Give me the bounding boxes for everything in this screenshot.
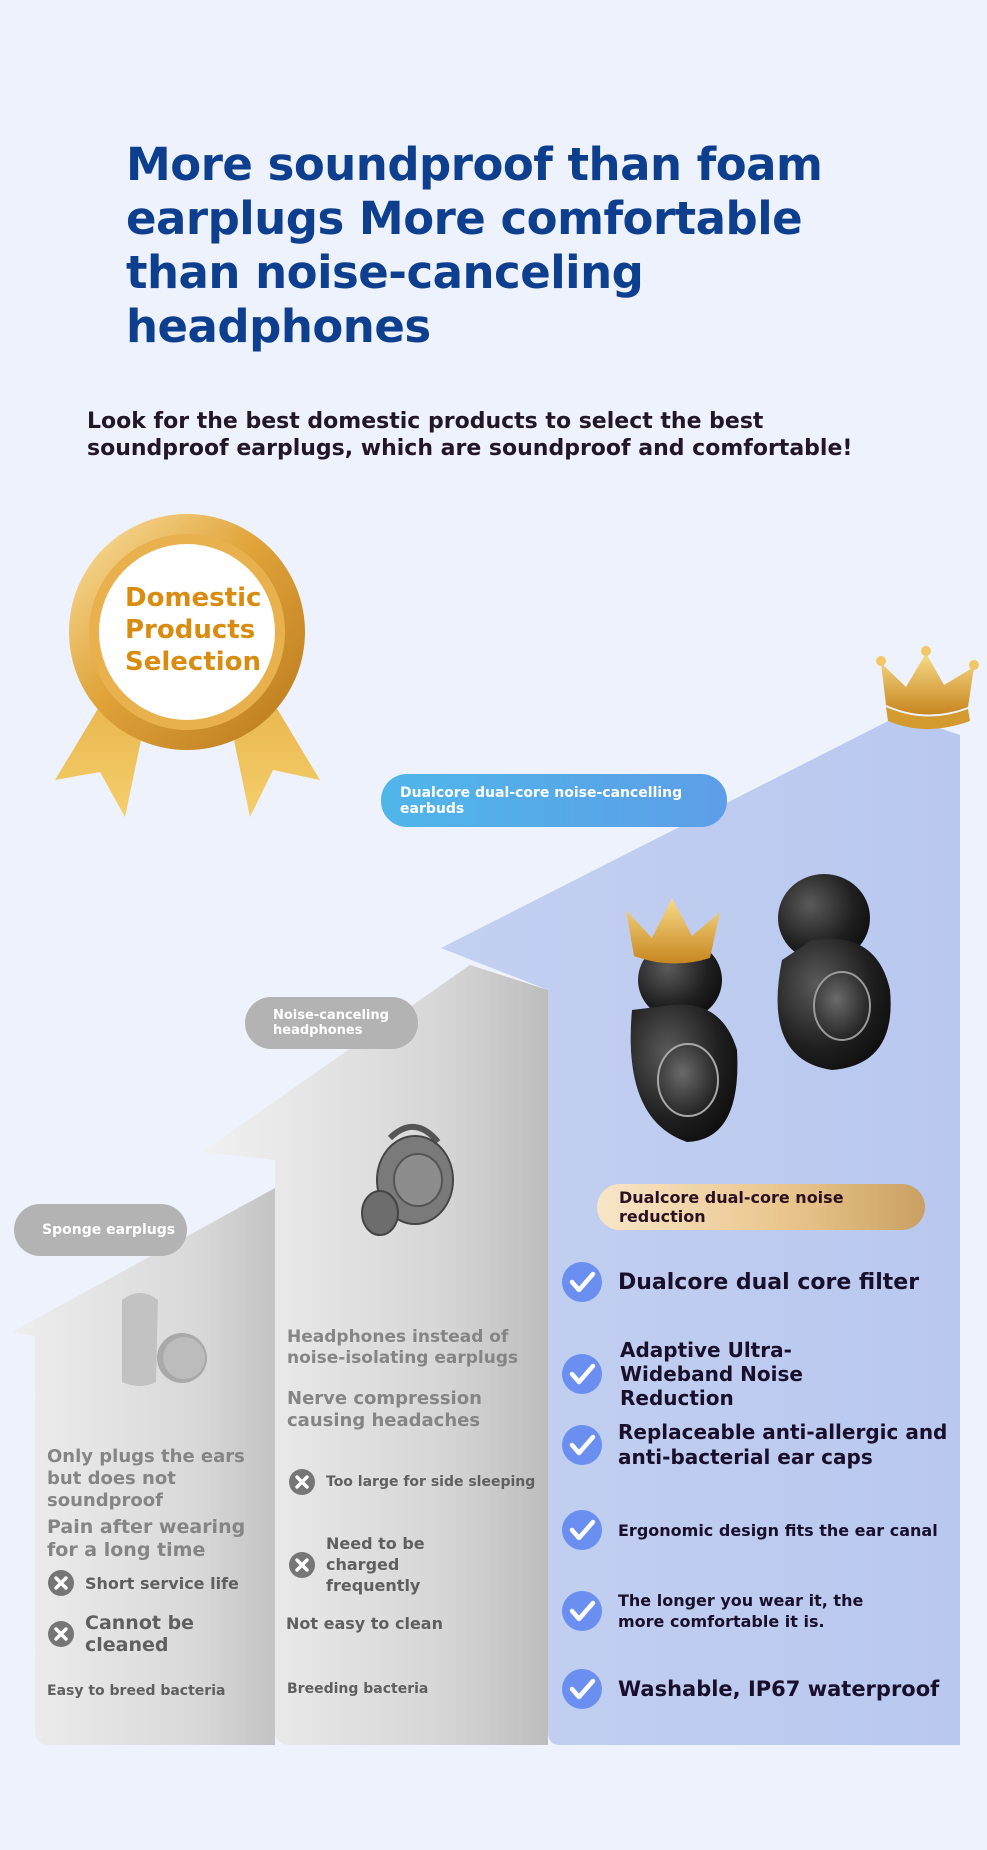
feature-row xyxy=(562,1669,939,1709)
crown-icon xyxy=(876,645,987,737)
feature-row xyxy=(562,1590,888,1632)
sponge-footer: Easy to breed bacteria xyxy=(47,1683,226,1699)
badge-line-3: Selection xyxy=(125,647,262,677)
noise-canceling-column xyxy=(287,1327,527,1432)
label-dualcore-earbuds: Dualcore dual-core noise-cancelling earbuds xyxy=(381,774,727,827)
feature-5: The longer you wear it, the more comfortable it is. xyxy=(618,1591,864,1631)
nc-con-2-text: Need to be charged frequently xyxy=(326,1534,425,1595)
check-icon xyxy=(562,1354,602,1394)
check-icon xyxy=(562,1262,602,1302)
noise-canceling-earbud-image xyxy=(360,1118,460,1240)
feature-row xyxy=(562,1420,948,1470)
sponge-drawback-2: Pain after wearing for a long time xyxy=(47,1516,246,1561)
nc-drawback-1: Headphones instead of noise-isolating earplugs xyxy=(287,1327,519,1368)
label-sponge-earplugs: Sponge earplugs xyxy=(14,1204,187,1256)
subheadline: Look for the best domestic products to select the best soundproof earplugs, which are soundproof and comfortable! xyxy=(87,409,853,461)
feature-3: Replaceable anti-allergic and anti-bacterial ear caps xyxy=(618,1420,948,1469)
badge-line-2: Products xyxy=(125,615,256,645)
label-nc-line-2: headphones xyxy=(273,1023,363,1038)
feature-row xyxy=(562,1510,938,1550)
dualcore-earbuds-image xyxy=(612,870,902,1150)
feature-2: Adaptive Ultra-Wideband Noise Reduction xyxy=(620,1338,803,1410)
cross-icon xyxy=(289,1552,315,1578)
feature-6: Washable, IP67 waterproof xyxy=(618,1677,940,1701)
sponge-con-1 xyxy=(48,1570,239,1596)
nc-con-1-text: Too large for side sleeping xyxy=(326,1474,536,1490)
nc-con-1 xyxy=(289,1469,535,1495)
feature-4: Ergonomic design fits the ear canal xyxy=(618,1520,938,1540)
sponge-con-1-text: Short service life xyxy=(85,1573,239,1593)
badge-text xyxy=(125,582,262,678)
nc-note: Not easy to clean xyxy=(286,1614,443,1633)
label-noise-canceling-headphones xyxy=(245,997,418,1049)
cross-icon xyxy=(289,1469,315,1495)
cross-icon xyxy=(48,1621,74,1647)
sponge-con-2-text: Cannot be cleaned xyxy=(85,1612,195,1656)
sponge-column xyxy=(47,1446,272,1562)
feature-row xyxy=(562,1262,919,1302)
sponge-con-2 xyxy=(48,1612,205,1656)
check-icon xyxy=(562,1591,602,1631)
nc-con-2 xyxy=(289,1533,496,1596)
headline: More soundproof than foam earplugs More comfortable than noise-canceling headphones xyxy=(126,138,823,353)
sponge-drawback-1: Only plugs the ears but does not soundproof xyxy=(47,1446,245,1511)
feature-1: Dualcore dual core filter xyxy=(618,1269,920,1295)
dualcore-highlight-badge: Dualcore dual-core noise reduction xyxy=(597,1184,925,1230)
foam-earplug-image xyxy=(100,1290,215,1390)
check-icon xyxy=(562,1510,602,1550)
nc-footer: Breeding bacteria xyxy=(287,1681,429,1697)
check-icon xyxy=(562,1425,602,1465)
badge-line-1: Domestic xyxy=(125,583,262,613)
nc-drawback-2: Nerve compression causing headaches xyxy=(287,1388,482,1431)
check-icon xyxy=(562,1669,602,1709)
cross-icon xyxy=(48,1570,74,1596)
feature-row xyxy=(562,1338,890,1410)
label-nc-line-1: Noise-canceling xyxy=(273,1008,389,1023)
